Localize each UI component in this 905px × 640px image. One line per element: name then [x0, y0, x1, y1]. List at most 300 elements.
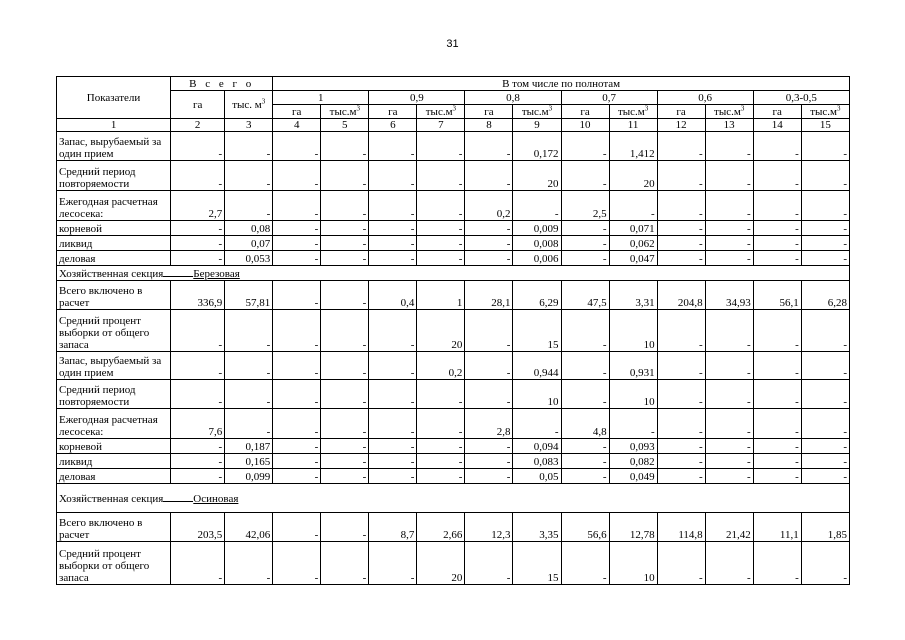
cell-value: 42,06	[225, 513, 273, 542]
cell-value: -	[753, 310, 801, 352]
column-number: 7	[417, 119, 465, 132]
cell-value: -	[465, 310, 513, 352]
header-thous-text: тыс. м	[232, 98, 262, 111]
cell-value: 0,07	[225, 236, 273, 251]
cell-value: -	[657, 161, 705, 191]
cell-value: -	[417, 454, 465, 469]
cell-value: -	[369, 409, 417, 439]
column-number: 5	[321, 119, 369, 132]
cell-value: -	[273, 352, 321, 380]
cell-value: -	[753, 454, 801, 469]
cell-value: -	[369, 191, 417, 221]
cell-value: -	[273, 469, 321, 484]
table-row	[57, 191, 850, 221]
column-number: 12	[657, 119, 705, 132]
cell-value: 20	[609, 161, 657, 191]
cell-value: -	[705, 542, 753, 585]
row-label: ликвид	[57, 236, 171, 251]
section-row	[57, 266, 850, 281]
cell-value: -	[801, 469, 849, 484]
cell-value: -	[465, 251, 513, 266]
cell-value: -	[369, 352, 417, 380]
cell-value: -	[321, 352, 369, 380]
cell-value: -	[657, 352, 705, 380]
header-unit-sup3: 3	[452, 104, 457, 112]
header-unit-ha: га	[273, 105, 321, 119]
cell-value: -	[225, 161, 273, 191]
header-density: 0,9	[369, 91, 465, 105]
row-label: Средний процент выборки от общего запаса	[57, 310, 171, 352]
cell-value: -	[609, 409, 657, 439]
cell-value: -	[465, 132, 513, 161]
cell-value: 0,082	[609, 454, 657, 469]
cell-value: -	[321, 221, 369, 236]
row-label: Средний процент выборки от общего запаса	[57, 542, 171, 585]
row-label: деловая	[57, 251, 171, 266]
cell-value: -	[657, 310, 705, 352]
cell-value: -	[225, 352, 273, 380]
cell-value: -	[753, 236, 801, 251]
section-prefix: Хозяйственная секция	[59, 267, 164, 280]
table-row	[57, 409, 850, 439]
cell-value: 114,8	[657, 513, 705, 542]
cell-value: -	[273, 310, 321, 352]
table-row	[57, 542, 850, 585]
header-unit-ha: га	[465, 105, 513, 119]
header-unit-ha: га	[561, 105, 609, 119]
cell-value: 0,165	[225, 454, 273, 469]
cell-value: -	[657, 236, 705, 251]
cell-value: -	[465, 439, 513, 454]
cell-value: -	[657, 409, 705, 439]
column-number: 9	[513, 119, 561, 132]
section-name: Осиновая	[193, 492, 239, 505]
cell-value: -	[705, 191, 753, 221]
cell-value: -	[705, 352, 753, 380]
cell-value: -	[561, 221, 609, 236]
cell-value: -	[369, 251, 417, 266]
cell-value: -	[657, 251, 705, 266]
cell-value: -	[753, 469, 801, 484]
cell-value: 0,931	[609, 352, 657, 380]
header-unit-thous-m3	[609, 105, 657, 119]
cell-value: -	[513, 409, 561, 439]
cell-value: -	[273, 513, 321, 542]
cell-value: -	[321, 380, 369, 409]
table-row	[57, 281, 850, 310]
cell-value: -	[321, 409, 369, 439]
cell-value: -	[417, 251, 465, 266]
cell-value: -	[801, 161, 849, 191]
row-label: Ежегодная расчетная лесосека:	[57, 409, 171, 439]
cell-value: 2,7	[171, 191, 225, 221]
cell-value: -	[321, 191, 369, 221]
cell-value: -	[171, 236, 225, 251]
header-unit-thous-text: тыс.м	[329, 105, 357, 118]
cell-value: 0,094	[513, 439, 561, 454]
cell-value: -	[561, 251, 609, 266]
header-unit-ha: га	[753, 105, 801, 119]
cell-value: -	[225, 310, 273, 352]
cell-value: -	[801, 439, 849, 454]
cell-value: 10	[609, 542, 657, 585]
cell-value: 20	[417, 542, 465, 585]
cell-value: -	[753, 161, 801, 191]
cell-value: -	[657, 191, 705, 221]
cell-value: -	[801, 454, 849, 469]
cell-value: -	[753, 542, 801, 585]
cell-value: -	[705, 132, 753, 161]
column-number: 2	[171, 119, 225, 132]
cell-value: -	[273, 380, 321, 409]
cell-value: 0,083	[513, 454, 561, 469]
cell-value: -	[657, 469, 705, 484]
cell-value: -	[171, 542, 225, 585]
section-underline	[163, 492, 193, 502]
cell-value: -	[273, 191, 321, 221]
cell-value: -	[369, 469, 417, 484]
column-number: 13	[705, 119, 753, 132]
cell-value: 0,2	[465, 191, 513, 221]
cell-value: -	[225, 191, 273, 221]
cell-value: -	[465, 161, 513, 191]
header-density: 0,7	[561, 91, 657, 105]
column-number: 15	[801, 119, 849, 132]
section-name: Березовая	[193, 267, 240, 280]
cell-value: -	[369, 454, 417, 469]
header-including-by-density: В том числе по полнотам	[273, 77, 850, 91]
row-label: Запас, вырубаемый за один прием	[57, 132, 171, 161]
cell-value: -	[171, 454, 225, 469]
cell-value: -	[657, 132, 705, 161]
column-number: 1	[57, 119, 171, 132]
row-label: Всего включено в расчет	[57, 281, 171, 310]
cell-value: -	[465, 380, 513, 409]
row-label: деловая	[57, 469, 171, 484]
section-title	[57, 266, 850, 281]
cell-value: -	[705, 439, 753, 454]
cell-value: -	[801, 251, 849, 266]
column-number: 10	[561, 119, 609, 132]
cell-value: 34,93	[705, 281, 753, 310]
cell-value: 1,85	[801, 513, 849, 542]
cell-value: 8,7	[369, 513, 417, 542]
cell-value: 56,1	[753, 281, 801, 310]
cell-value: -	[657, 454, 705, 469]
header-density: 0,6	[657, 91, 753, 105]
row-label: Всего включено в расчет	[57, 513, 171, 542]
cell-value: -	[705, 221, 753, 236]
header-indicators: Показатели	[57, 77, 171, 119]
cell-value: -	[417, 191, 465, 221]
cell-value: -	[171, 251, 225, 266]
page-number: 31	[446, 38, 459, 50]
row-label: корневой	[57, 439, 171, 454]
table-row	[57, 469, 850, 484]
table-row	[57, 236, 850, 251]
cell-value: -	[321, 454, 369, 469]
cell-value: -	[465, 352, 513, 380]
cell-value: 10	[513, 380, 561, 409]
cell-value: -	[171, 310, 225, 352]
cell-value: -	[321, 542, 369, 585]
cell-value: 6,29	[513, 281, 561, 310]
cell-value: -	[561, 469, 609, 484]
cell-value: -	[801, 310, 849, 352]
cell-value: 21,42	[705, 513, 753, 542]
cell-value: -	[561, 380, 609, 409]
cell-value: 12,3	[465, 513, 513, 542]
cell-value: -	[273, 454, 321, 469]
cell-value: -	[321, 439, 369, 454]
cell-value: -	[369, 542, 417, 585]
cell-value: -	[561, 439, 609, 454]
column-number: 11	[609, 119, 657, 132]
table-row	[57, 161, 850, 191]
header-density: 0,8	[465, 91, 561, 105]
cell-value: -	[171, 439, 225, 454]
cell-value: -	[657, 380, 705, 409]
cell-value: -	[801, 191, 849, 221]
cell-value: 3,31	[609, 281, 657, 310]
row-label: Средний период повторяемости	[57, 380, 171, 409]
cell-value: -	[465, 454, 513, 469]
cell-value: -	[753, 439, 801, 454]
cell-value: 0,008	[513, 236, 561, 251]
cell-value: -	[225, 380, 273, 409]
cell-value: -	[369, 380, 417, 409]
cell-value: -	[561, 132, 609, 161]
header-total-ha: га	[171, 91, 225, 119]
section-row	[57, 484, 850, 513]
cell-value: -	[465, 236, 513, 251]
cell-value: 10	[609, 310, 657, 352]
section-underline	[163, 267, 193, 277]
cell-value: -	[753, 191, 801, 221]
cell-value: -	[417, 380, 465, 409]
cell-value: 0,071	[609, 221, 657, 236]
cell-value: -	[273, 439, 321, 454]
row-label: Ежегодная расчетная лесосека:	[57, 191, 171, 221]
section-prefix: Хозяйственная секция	[59, 492, 164, 505]
header-unit-sup3: 3	[644, 104, 649, 112]
cell-value: 0,049	[609, 469, 657, 484]
column-number: 3	[225, 119, 273, 132]
cell-value: 15	[513, 542, 561, 585]
cell-value: 2,5	[561, 191, 609, 221]
cell-value: 3,35	[513, 513, 561, 542]
cell-value: -	[465, 469, 513, 484]
row-label: Средний период повторяемости	[57, 161, 171, 191]
cell-value: -	[171, 352, 225, 380]
forest-stock-table	[56, 76, 850, 585]
cell-value: 4,8	[561, 409, 609, 439]
header-total-thous-m3	[225, 91, 273, 119]
column-number: 8	[465, 119, 513, 132]
cell-value: 6,28	[801, 281, 849, 310]
cell-value: -	[801, 132, 849, 161]
table-row	[57, 380, 850, 409]
cell-value: -	[369, 221, 417, 236]
cell-value: 0,006	[513, 251, 561, 266]
cell-value: -	[369, 236, 417, 251]
cell-value: -	[801, 542, 849, 585]
cell-value: 0,009	[513, 221, 561, 236]
cell-value: 0,2	[417, 352, 465, 380]
header-unit-thous-text: тыс.м	[521, 105, 549, 118]
cell-value: -	[753, 409, 801, 439]
cell-value: 12,78	[609, 513, 657, 542]
cell-value: -	[417, 161, 465, 191]
cell-value: -	[417, 132, 465, 161]
cell-value: 56,6	[561, 513, 609, 542]
cell-value: -	[273, 281, 321, 310]
cell-value: -	[705, 380, 753, 409]
row-label: ликвид	[57, 454, 171, 469]
cell-value: 0,093	[609, 439, 657, 454]
column-number: 4	[273, 119, 321, 132]
cell-value: -	[225, 542, 273, 585]
header-unit-sup3: 3	[548, 104, 553, 112]
cell-value: -	[417, 221, 465, 236]
header-density: 0,3-0,5	[753, 91, 849, 105]
cell-value: -	[465, 221, 513, 236]
cell-value: -	[273, 132, 321, 161]
cell-value: 0,047	[609, 251, 657, 266]
cell-value: 20	[513, 161, 561, 191]
cell-value: -	[657, 221, 705, 236]
table-row	[57, 439, 850, 454]
cell-value: -	[705, 161, 753, 191]
header-unit-ha: га	[657, 105, 705, 119]
cell-value: 2,8	[465, 409, 513, 439]
cell-value: -	[561, 236, 609, 251]
cell-value: -	[321, 310, 369, 352]
cell-value: -	[273, 251, 321, 266]
cell-value: 336,9	[171, 281, 225, 310]
cell-value: -	[801, 409, 849, 439]
cell-value: -	[321, 251, 369, 266]
cell-value: -	[705, 454, 753, 469]
cell-value: -	[705, 310, 753, 352]
header-sup3: 3	[261, 96, 266, 105]
cell-value: -	[171, 221, 225, 236]
cell-value: 20	[417, 310, 465, 352]
table-row	[57, 251, 850, 266]
cell-value: -	[561, 161, 609, 191]
cell-value: 0,172	[513, 132, 561, 161]
cell-value: -	[417, 409, 465, 439]
cell-value: -	[801, 236, 849, 251]
cell-value: -	[801, 352, 849, 380]
header-unit-sup3: 3	[356, 104, 360, 112]
cell-value: -	[171, 380, 225, 409]
cell-value: 0,062	[609, 236, 657, 251]
cell-value: -	[369, 161, 417, 191]
cell-value: -	[561, 352, 609, 380]
cell-value: -	[561, 542, 609, 585]
header-unit-thous-m3	[321, 105, 369, 119]
cell-value: -	[273, 409, 321, 439]
cell-value: 0,187	[225, 439, 273, 454]
cell-value: -	[417, 439, 465, 454]
header-unit-thous-m3	[417, 105, 465, 119]
cell-value: 2,66	[417, 513, 465, 542]
header-unit-thous-m3	[705, 105, 753, 119]
cell-value: -	[171, 469, 225, 484]
header-unit-thous-m3	[801, 105, 849, 119]
cell-value: 15	[513, 310, 561, 352]
cell-value: -	[753, 132, 801, 161]
cell-value: -	[171, 132, 225, 161]
header-unit-thous-text: тыс.м	[810, 105, 838, 118]
header-unit-thous-m3	[513, 105, 561, 119]
cell-value: -	[705, 409, 753, 439]
table-row	[57, 132, 850, 161]
cell-value: -	[417, 236, 465, 251]
cell-value: 57,81	[225, 281, 273, 310]
cell-value: -	[417, 469, 465, 484]
cell-value: -	[171, 161, 225, 191]
header-unit-thous-text: тыс.м	[425, 105, 453, 118]
cell-value: -	[657, 439, 705, 454]
cell-value: 11,1	[753, 513, 801, 542]
cell-value: -	[321, 469, 369, 484]
table-row	[57, 454, 850, 469]
cell-value: 1,412	[609, 132, 657, 161]
header-unit-sup3: 3	[740, 104, 745, 112]
cell-value: -	[321, 236, 369, 251]
column-number: 14	[753, 119, 801, 132]
cell-value: -	[705, 469, 753, 484]
cell-value: -	[513, 191, 561, 221]
cell-value: -	[321, 132, 369, 161]
section-title	[57, 484, 850, 513]
cell-value: 204,8	[657, 281, 705, 310]
cell-value: -	[465, 542, 513, 585]
cell-value: -	[753, 221, 801, 236]
cell-value: -	[801, 221, 849, 236]
column-number: 6	[369, 119, 417, 132]
cell-value: 28,1	[465, 281, 513, 310]
cell-value: -	[705, 251, 753, 266]
cell-value: -	[369, 132, 417, 161]
cell-value: -	[753, 352, 801, 380]
cell-value: -	[321, 281, 369, 310]
cell-value: -	[369, 439, 417, 454]
header-density: 1	[273, 91, 369, 105]
cell-value: 1	[417, 281, 465, 310]
cell-value: 0,08	[225, 221, 273, 236]
cell-value: 7,6	[171, 409, 225, 439]
cell-value: -	[561, 454, 609, 469]
cell-value: 0,4	[369, 281, 417, 310]
cell-value: -	[321, 513, 369, 542]
cell-value: -	[705, 236, 753, 251]
header-unit-thous-text: тыс.м	[617, 105, 645, 118]
cell-value: 0,05	[513, 469, 561, 484]
header-total: В с е г о	[171, 77, 273, 91]
cell-value: 47,5	[561, 281, 609, 310]
cell-value: -	[801, 380, 849, 409]
row-label: корневой	[57, 221, 171, 236]
header-unit-thous-text: тыс.м	[714, 105, 741, 118]
cell-value: -	[225, 409, 273, 439]
cell-value: 203,5	[171, 513, 225, 542]
cell-value: -	[273, 161, 321, 191]
table-row	[57, 310, 850, 352]
cell-value: -	[273, 221, 321, 236]
